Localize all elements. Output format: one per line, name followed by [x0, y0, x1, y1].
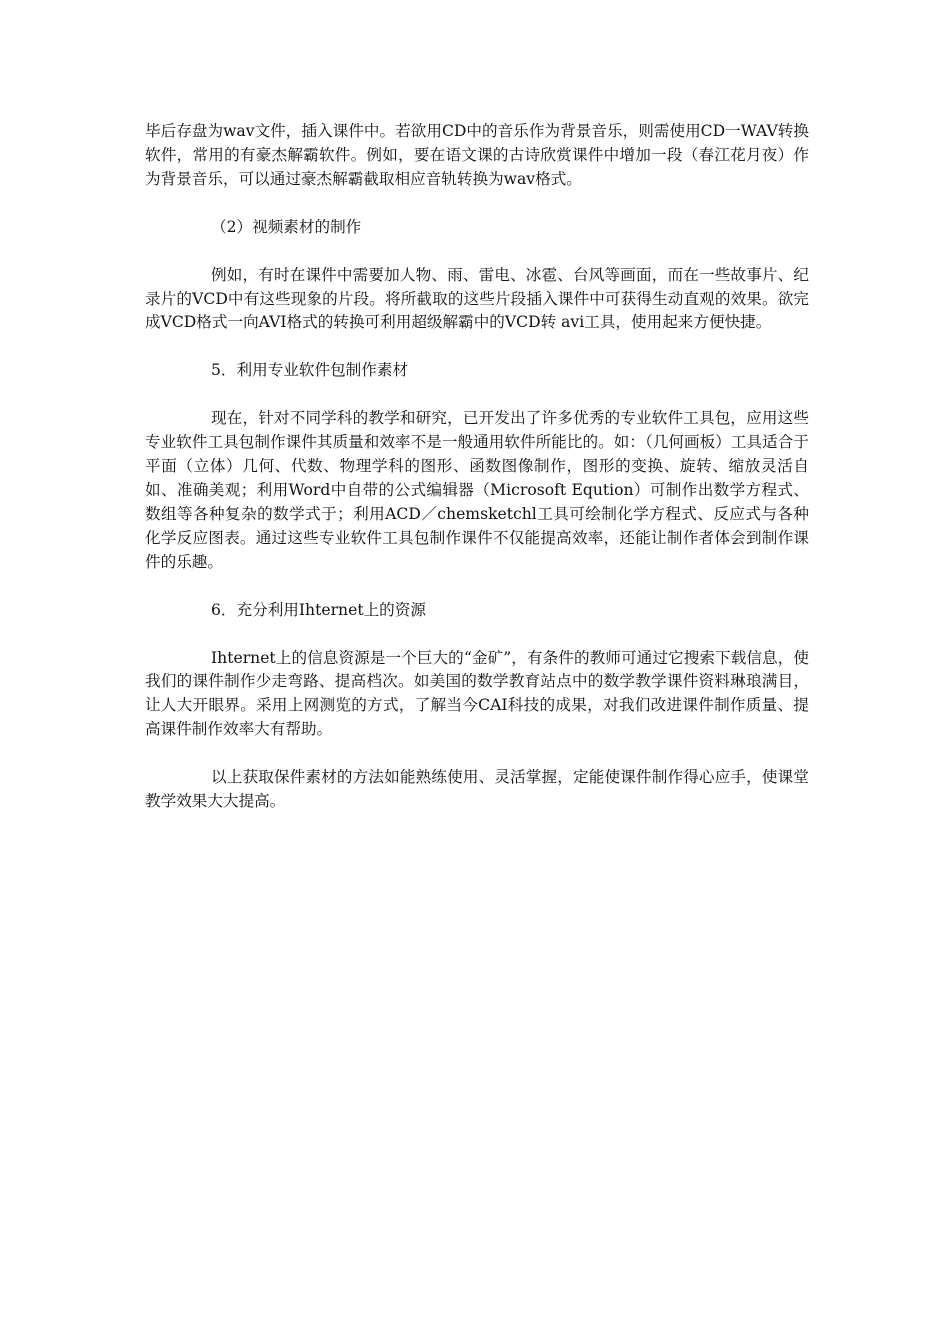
- paragraph-professional-software: 现在，针对不同学科的教学和研究，已开发出了许多优秀的专业软件工具包，应用这些专业软件工具包制作课件其质量和效率不是一般通用软件所能比的。如：（几何画板）工具适合于平面（立体）几何、代数、物理学科的图形、函数图像制作，图形的变换、旋转、缩放灵活自如、准确美观；利用Word中自带的公式编辑器（Microsoft Eqution）可制作出数学方程式、数组等各种复杂的数学式于；利用ACD／chemsketchl工具可绘制化学方程式、反应式与各种化学反应图表。通过这些专业软件工具包制作课件不仅能提高效率，还能让制作者体会到制作课件的乐趣。: [145, 409, 809, 571]
- paragraph-video-example: 例如，有时在课件中需要加人物、雨、雷电、冰雹、台风等画面，而在一些故事片、纪录片的VCD中有这些现象的片段。将所截取的这些片段插入课件中可获得生动直观的效果。欲完成VCD格式一向AVI格式的转换可利用超级解霸中的VCD转 avi工具，使用起来方便快捷。: [145, 265, 809, 332]
- paragraph-internet-resources: Ihternet上的信息资源是一个巨大的“金矿”，有条件的教师可通过它搜索下载信息，使我们的课件制作少走弯路、提高档次。如美国的数学教育站点中的数学教学课件资料琳琅满目，让人大开眼界。采用上网测览的方式，了解当今CAI科技的成果，对我们改进课件制作质量、提高课件制作效率大有帮助。: [145, 648, 809, 739]
- document-body: [145, 120, 809, 838]
- paragraph-audio-conversion: 毕后存盘为wav文件，插入课件中。若欲用CD中的音乐作为背景音乐，则需使用CD一WAV转换软件，常用的有豪杰解霸软件。例如，要在语文课的古诗欣赏课件中增加一段（春江花月夜）作为背景音乐，可以通过豪杰解霸截取相应音轨转换为wav格式。: [145, 122, 809, 188]
- heading-professional-software: 5．利用专业软件包制作素材: [211, 361, 409, 380]
- paragraph-conclusion: 以上获取保件素材的方法如能熟练使用、灵活掌握，定能使课件制作得心应手，使课堂教学效果大大提高。: [145, 768, 809, 811]
- heading-video-materials: （2）视频素材的制作: [211, 217, 362, 236]
- heading-internet-resources: 6．充分利用Ihternet上的资源: [211, 600, 426, 619]
